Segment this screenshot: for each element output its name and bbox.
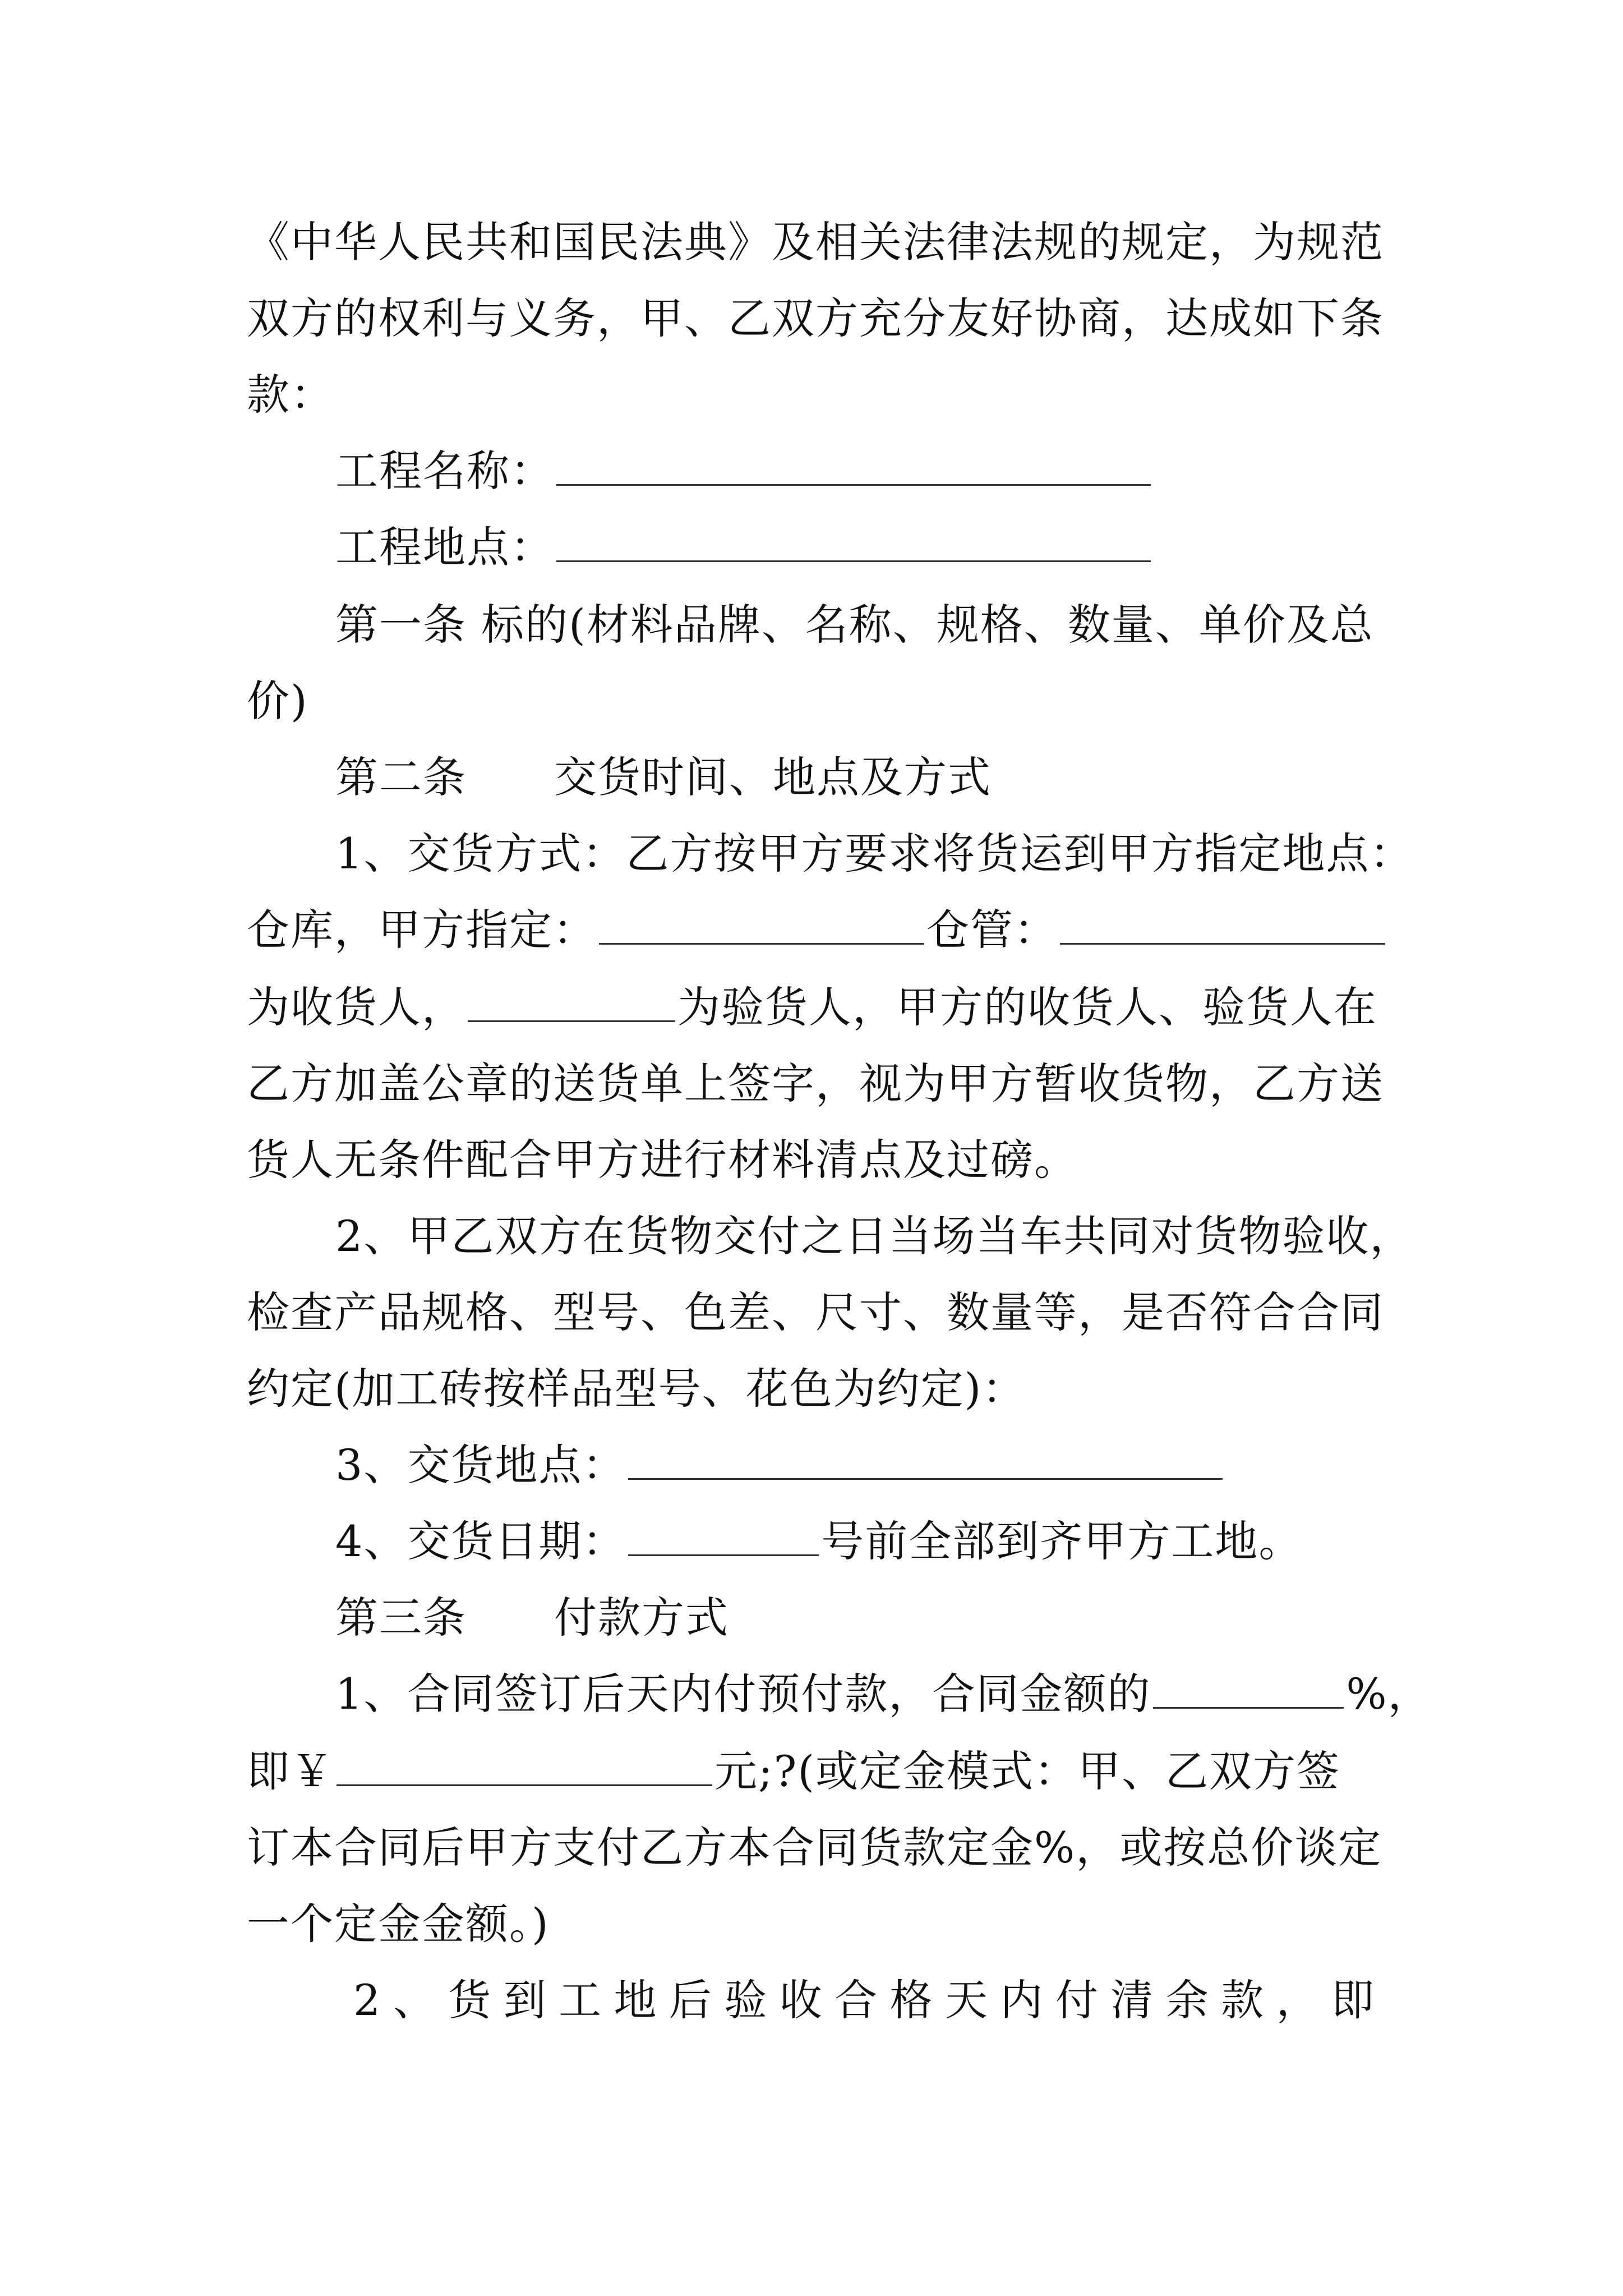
- amount-blank: [336, 1734, 712, 1786]
- designated-blank: [599, 892, 924, 945]
- inspector-blank: [468, 970, 675, 1022]
- article-one-line: 第一条 标的(材料品牌、名称、规格、数量、单价及总: [335, 600, 1374, 650]
- inspection-line-2: 检查产品规格、型号、色差、尺寸、数量等，是否符合合同: [247, 1287, 1384, 1337]
- project-location-blank: [556, 510, 1151, 562]
- delivery-date-blank: [628, 1504, 819, 1556]
- article-one-continued: 价): [247, 676, 308, 726]
- delivery-location-blank: [628, 1428, 1223, 1480]
- amount-line: 即￥ 元;?(或定金模式：甲、乙双方签: [247, 1732, 1374, 1811]
- text-line-1: 《中华人民共和国民法典》及相关法律法规的规定，为规范: [247, 217, 1384, 267]
- text-line-signing: 乙方加盖公章的送货单上签字，视为甲方暂收货物，乙方送: [247, 1059, 1384, 1108]
- project-name-label: 工程名称：: [335, 446, 554, 496]
- article-three-heading: 第三条 付款方式: [335, 1593, 729, 1642]
- inspection-line-3: 约定(加工砖按样品型号、花色为约定)：: [247, 1364, 1026, 1414]
- delivery-method-line: 1、交货方式：乙方按甲方要求将货运到甲方指定地点：: [335, 829, 1414, 878]
- prepayment-line: 1、合同签订后天内付预付款，合同金额的 %，: [335, 1655, 1374, 1733]
- text-line-3: 款：: [247, 370, 334, 420]
- deposit-line: 订本合同后甲方支付乙方本合同货款定金%，或按总价谈定: [247, 1823, 1382, 1872]
- project-name-line: [335, 432, 1374, 510]
- project-location-label: 工程地点：: [335, 522, 554, 572]
- warehouse-keeper-blank: [1060, 892, 1385, 945]
- deposit-line-2: 一个定金金额。): [247, 1899, 550, 1949]
- inspection-line: 2、甲乙双方在货物交付之日当场当车共同对货物验收，: [335, 1211, 1414, 1261]
- delivery-date-line: 4、交货日期： 号前全部到齐甲方工地。: [335, 1502, 1374, 1581]
- project-location-line: [335, 508, 1374, 587]
- balance-payment-line: 2 、 货 到 工 地 后 验 收 合 格 天 内 付 清 余 款 ， 即: [353, 1975, 1374, 2025]
- percent-blank: [1153, 1657, 1344, 1709]
- text-line-weighing: 货人无条件配合甲方进行材料清点及过磅。: [247, 1135, 1078, 1185]
- text-line-2: 双方的权利与义务，甲、乙双方充分友好协商，达成如下条: [247, 293, 1384, 343]
- warehouse-line: 仓库，甲方指定： 仓管：: [247, 891, 1374, 969]
- delivery-location-line: 3、交货地点：: [335, 1426, 1374, 1504]
- project-name-blank: [556, 434, 1151, 486]
- article-two-heading: 第二条 交货时间、地点及方式: [335, 752, 992, 802]
- receiver-line: 为收货人， 为验货人，甲方的收货人、验货人在: [247, 968, 1374, 1047]
